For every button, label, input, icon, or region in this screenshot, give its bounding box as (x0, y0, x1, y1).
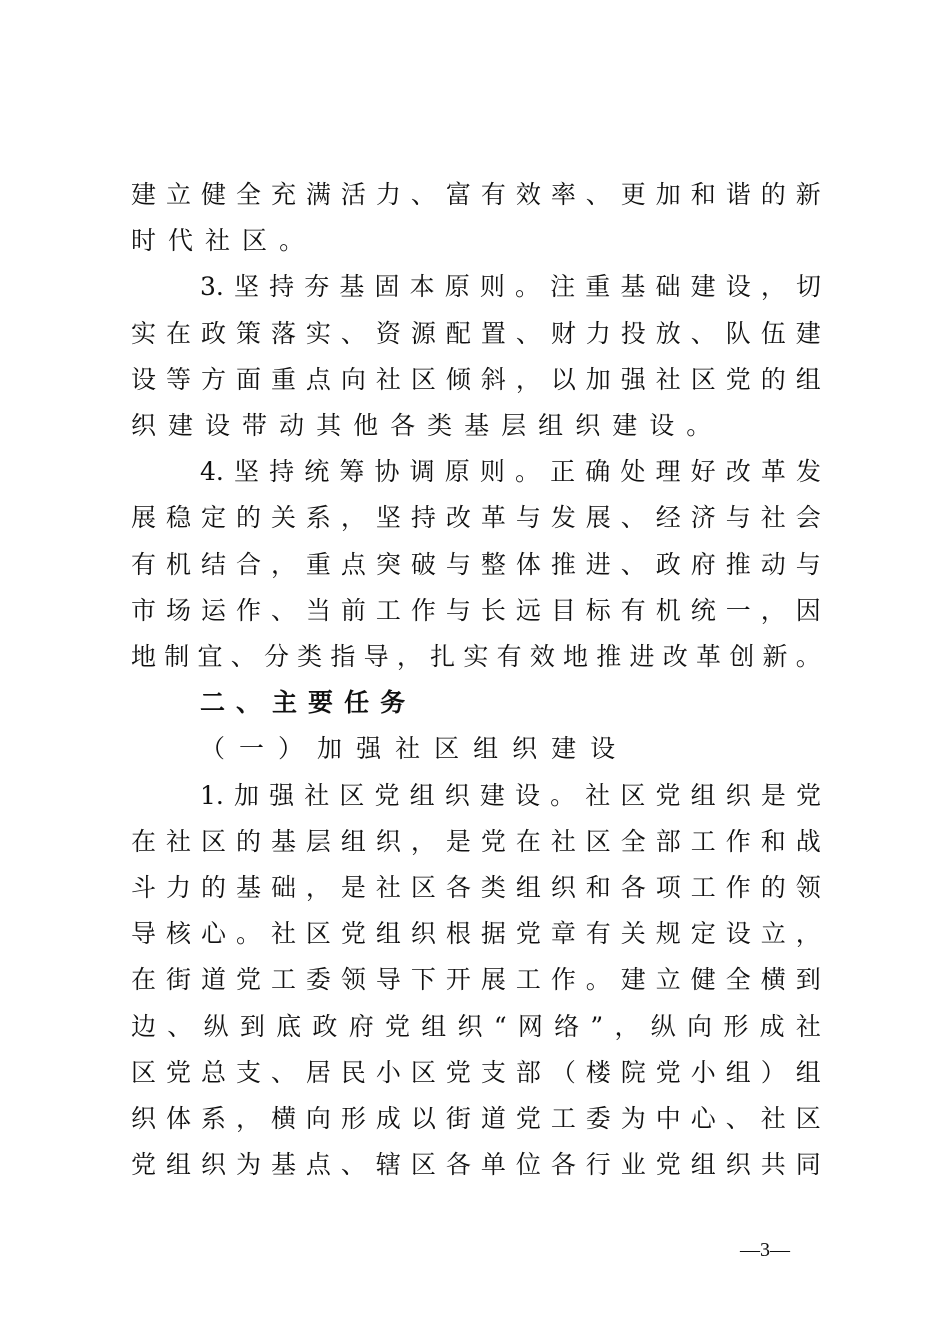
text-line: 边 、 纵 到 底 政 府 党 组 织 “ 网 络 ” ， 纵 向 形 成 社 (131, 1011, 821, 1041)
text-line: 导 核 心 。 社 区 党 组 织 根 据 党 章 有 关 规 定 设 立 ， (131, 919, 821, 949)
text-line: 织 建 设 带 动 其 他 各 类 基 层 组 织 建 设 。 (131, 411, 712, 440)
text-line: 有 机 结 合 ， 重 点 突 破 与 整 体 推 进 、 政 府 推 动 与 (131, 549, 821, 579)
text-line: 在 社 区 的 基 层 组 织 ， 是 党 在 社 区 全 部 工 作 和 战 (131, 826, 821, 856)
text-line: 党 组 织 为 基 点 、 辖 区 各 单 位 各 行 业 党 组 织 共 同 (131, 1150, 821, 1180)
text-line: 区 党 总 支 、 居 民 小 区 党 支 部 （ 楼 院 党 小 组 ） 组 (131, 1057, 821, 1087)
text-line: 展 稳 定 的 关 系 ， 坚 持 改 革 与 发 展 、 经 济 与 社 会 (131, 503, 821, 533)
text-line: 地 制 宜 、 分 类 指 导 ， 扎 实 有 效 地 推 进 改 革 创 新 。 (131, 642, 821, 671)
text-line: 实 在 政 策 落 实 、 资 源 配 置 、 财 力 投 放 、 队 伍 建 (131, 318, 821, 348)
text-line: 斗 力 的 基 础 ， 是 社 区 各 类 组 织 和 各 项 工 作 的 领 (131, 873, 821, 902)
text-line: 设 等 方 面 重 点 向 社 区 倾 斜 ， 以 加 强 社 区 党 的 组 (131, 364, 821, 394)
text-line: 4. 坚 持 统 筹 协 调 原 则 。 正 确 处 理 好 改 革 发 (200, 457, 821, 487)
text-line: 3. 坚 持 夯 基 固 本 原 则 。 注 重 基 础 建 设 ， 切 (200, 272, 821, 302)
page-number: —3— (740, 1239, 790, 1261)
text-line: 市 场 运 作 、 当 前 工 作 与 长 远 目 标 有 机 统 一 ， 因 (131, 595, 821, 625)
text-line: 1. 加 强 社 区 党 组 织 建 设 。 社 区 党 组 织 是 党 (200, 780, 821, 810)
section-heading: 二 、 主 要 任 务 (200, 688, 406, 718)
text-line: 在 街 道 党 工 委 领 导 下 开 展 工 作 。 建 立 健 全 横 到 (131, 965, 821, 995)
subsection-heading: （ 一 ） 加 强 社 区 组 织 建 设 (200, 734, 616, 764)
text-line: 建 立 健 全 充 满 活 力 、 富 有 效 率 、 更 加 和 谐 的 新 (131, 180, 821, 209)
text-line: 时 代 社 区 。 (131, 226, 305, 256)
text-line: 织 体 系 ， 横 向 形 成 以 街 道 党 工 委 为 中 心 、 社 区 (131, 1104, 821, 1133)
